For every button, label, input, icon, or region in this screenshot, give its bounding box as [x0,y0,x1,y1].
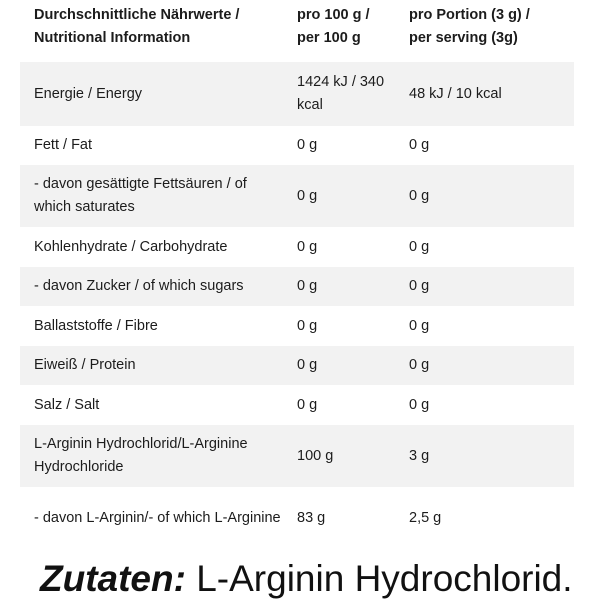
row-label: Kohlenhydrate / Carbohydrate [20,227,285,267]
row-label: Energie / Energy [20,62,285,126]
table-row-protein [20,346,574,385]
row-per-100g: 0 g [285,165,397,227]
header-nutrient [20,0,285,62]
header-per-100g-line-1: pro 100 g / [297,7,370,23]
header-nutrient-line-2: Nutritional Information [34,30,191,46]
row-label: Eiweiß / Protein [20,346,285,385]
row-per-serving: 0 g [397,346,574,385]
row-per-serving: 0 g [397,126,574,165]
row-per-100g: 0 g [285,267,397,306]
row-label: Fett / Fat [20,126,285,165]
row-per-100g: 0 g [285,227,397,267]
row-per-serving: 0 g [397,267,574,306]
table-row-energy [20,62,574,126]
row-per-100g: 0 g [285,126,397,165]
row-per-100g: 1424 kJ / 340 kcal [285,62,397,126]
header-nutrient-line-1: Durchschnittliche Nährwerte / [34,7,240,23]
ingredients-label: Zutaten: [40,558,186,599]
header-per-serving-line-2: per serving (3g) [409,30,518,46]
row-per-serving: 2,5 g [397,487,574,549]
row-label: - davon Zucker / of which sugars [20,267,285,306]
row-label: Salz / Salt [20,385,285,425]
row-label: L-Arginin Hydrochlorid/L-Arginine Hydrochloride [20,425,285,487]
header-per-100g [285,0,397,62]
row-per-serving: 3 g [397,425,574,487]
table-row-arginine-hcl [20,425,574,487]
table-header-row [20,0,574,62]
row-per-100g: 100 g [285,425,397,487]
row-label: Ballaststoffe / Fibre [20,306,285,346]
table-row-carbohydrate [20,227,574,267]
header-per-serving [397,0,574,62]
row-per-serving: 48 kJ / 10 kcal [397,62,574,126]
table-row-fat [20,126,574,165]
row-label: - davon gesättigte Fettsäuren / of which saturates [20,165,285,227]
row-per-serving: 0 g [397,306,574,346]
row-per-100g: 0 g [285,346,397,385]
table-row-fibre [20,306,574,346]
row-per-serving: 0 g [397,385,574,425]
row-per-serving: 0 g [397,227,574,267]
table-row-arginine [20,487,574,549]
table-row-sugars [20,267,574,306]
row-per-100g: 0 g [285,306,397,346]
table-row-saturates [20,165,574,227]
header-per-100g-line-2: per 100 g [297,30,361,46]
ingredients-line [40,557,573,600]
table-row-salt [20,385,574,425]
header-per-serving-line-1: pro Portion (3 g) / [409,7,530,23]
row-per-serving: 0 g [397,165,574,227]
row-label: - davon L-Arginin/- of which L-Arginine [20,487,285,549]
ingredients-text: L-Arginin Hydrochlorid. [185,558,573,599]
row-per-100g: 83 g [285,487,397,549]
nutrition-table [20,0,574,549]
row-per-100g: 0 g [285,385,397,425]
